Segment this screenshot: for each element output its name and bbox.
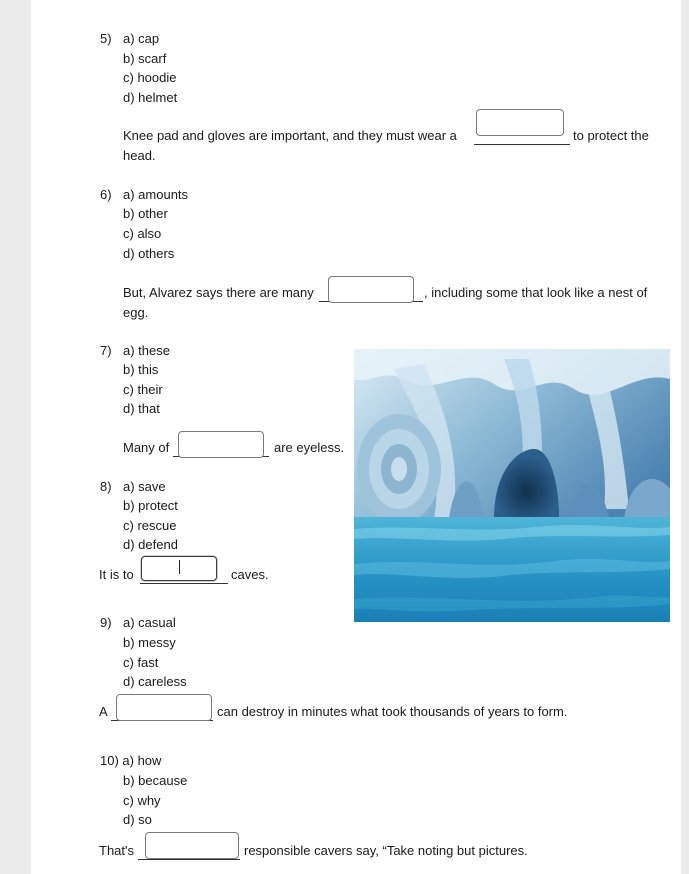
q9-option-d: d) careless bbox=[123, 674, 187, 689]
q6-answer-input[interactable] bbox=[328, 276, 414, 303]
q10-sentence-after: responsible cavers say, “Take noting but pictures. bbox=[244, 843, 528, 858]
q5-option-d: d) helmet bbox=[123, 90, 178, 105]
q5-option-c: c) hoodie bbox=[123, 70, 177, 85]
q9-sentence-before: A bbox=[99, 704, 108, 719]
question-7-number: 7) bbox=[100, 343, 112, 358]
marble-cave-photo bbox=[354, 349, 670, 622]
q9-option-b: b) messy bbox=[123, 635, 176, 650]
question-6-number: 6) bbox=[100, 187, 112, 202]
text-cursor bbox=[179, 560, 180, 574]
q9-option-c: c) fast bbox=[123, 655, 159, 670]
q6-sentence-before: But, Alvarez says there are many bbox=[123, 285, 314, 300]
q6-sentence-after: , including some that look like a nest of bbox=[424, 285, 648, 300]
question-8-number: 8) bbox=[100, 479, 112, 494]
q9-sentence-after: can destroy in minutes what took thousands of years to form. bbox=[217, 704, 568, 719]
q7-option-d: d) that bbox=[123, 401, 160, 416]
q5-answer-input[interactable] bbox=[476, 109, 564, 136]
cave-illustration bbox=[354, 349, 670, 622]
q7-option-a: a) these bbox=[123, 343, 170, 358]
q10-option-b: b) because bbox=[123, 773, 188, 788]
q9-option-a: a) casual bbox=[123, 615, 176, 630]
q6-option-b: b) other bbox=[123, 206, 168, 221]
q8-answer-input[interactable] bbox=[141, 556, 217, 581]
q10-option-d: d) so bbox=[123, 812, 152, 827]
q5-option-b: b) scarf bbox=[123, 51, 167, 66]
q10-answer-input[interactable] bbox=[145, 832, 239, 859]
q6-option-d: d) others bbox=[123, 246, 175, 261]
q5-sentence-cont: head. bbox=[123, 148, 156, 163]
q8-option-d: d) defend bbox=[123, 537, 178, 552]
q7-answer-input[interactable] bbox=[178, 431, 264, 458]
question-10-number: 10) a) how bbox=[100, 753, 162, 768]
q6-option-c: c) also bbox=[123, 226, 162, 241]
q5-option-a: a) cap bbox=[123, 31, 160, 46]
q8-sentence-after: caves. bbox=[231, 567, 269, 582]
q7-option-b: b) this bbox=[123, 362, 159, 377]
q8-option-b: b) protect bbox=[123, 498, 178, 513]
q7-sentence-before: Many of bbox=[123, 440, 170, 455]
q10-sentence-before: That's bbox=[99, 843, 134, 858]
q6-sentence-cont: egg. bbox=[123, 305, 149, 320]
q8-option-c: c) rescue bbox=[123, 518, 177, 533]
q8-sentence-before: It is to bbox=[99, 567, 134, 582]
q5-sentence-after: to protect the bbox=[573, 128, 649, 143]
q7-option-c: c) their bbox=[123, 382, 163, 397]
q5-sentence-before: Knee pad and gloves are important, and they must wear a bbox=[123, 128, 457, 143]
q9-answer-input[interactable] bbox=[116, 694, 212, 721]
q6-option-a: a) amounts bbox=[123, 187, 189, 202]
q10-option-c: c) why bbox=[123, 793, 161, 808]
q8-option-a: a) save bbox=[123, 479, 166, 494]
question-5-number: 5) bbox=[100, 31, 112, 46]
q7-sentence-after: are eyeless. bbox=[274, 440, 345, 455]
question-9-number: 9) bbox=[100, 615, 112, 630]
